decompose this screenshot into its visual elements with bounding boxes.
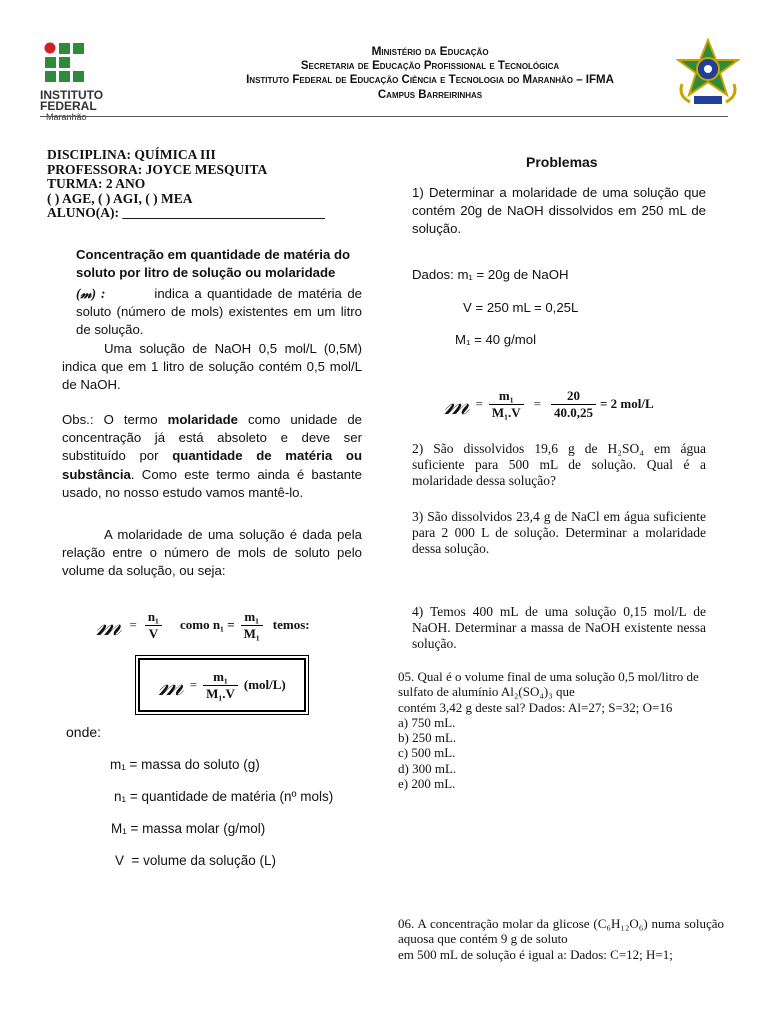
option-c: c) 500 mL.	[398, 745, 456, 761]
fraction-denominator: M₁.V	[491, 404, 521, 420]
data-molar-mass: M₁ = 40 g/mol	[455, 332, 537, 347]
definition-n1: n₁ = quantidade de matéria (nº mols)	[114, 789, 334, 804]
question-6	[398, 916, 724, 962]
definition-M1: M₁ = massa molar (g/mol)	[111, 821, 266, 836]
student-name-line: ALUNO(A): ______________________________	[47, 205, 325, 220]
problems-heading: Problemas	[526, 154, 598, 170]
logo-squares-icon	[40, 40, 120, 88]
problem-4: 4) Temos 400 mL de uma solução 0,15 mol/L de NaOH. Determinar a massa de NaOH existente nessa solução.	[412, 604, 706, 651]
fraction-n1-v	[145, 609, 162, 642]
option-b: b) 250 mL.	[398, 730, 457, 746]
result-value: = 2 mol/L	[599, 396, 654, 411]
logo-text-line1: INSTITUTO	[40, 88, 104, 102]
question-5	[398, 669, 724, 791]
formula-1	[96, 600, 356, 650]
equals-sign: =	[475, 396, 483, 411]
onde-label: onde:	[66, 724, 102, 740]
relation-paragraph: A molaridade de uma solução é dada pela relação entre o número de mols de soluto pelo volume da solução, ou seja:	[62, 527, 362, 579]
fraction-numerator: n₁	[145, 609, 162, 626]
problem-2: 2) São dissolvidos 19,6 g de H₂SO₄ em água suficiente para 500 mL de solução. Qual é a molaridade dessa solução?	[412, 441, 706, 488]
logo-text-line2: FEDERAL	[40, 99, 97, 113]
definition-text: indica a quantidade de matéria de soluto (número de mols) existentes em um litro de solução.	[76, 286, 362, 338]
header-campus: Campus Barreirinhas	[377, 88, 483, 101]
question-5-data: contém 3,42 g deste sal? Dados: Al=27; S=32; O=16	[398, 699, 673, 715]
fraction-m1-M1V	[489, 388, 524, 421]
course-options: ( ) AGE, ( ) AGI, ( ) MEA	[47, 190, 193, 206]
logo-text-line3: Maranhão	[46, 112, 87, 122]
definition-m1: m₁ = massa do soluto (g)	[110, 757, 260, 772]
fraction-m1-M1V	[203, 669, 238, 702]
section-title: Concentração em quantidade de matéria do soluto por litro de solução ou molaridade	[76, 247, 351, 281]
option-e: e) 200 mL.	[398, 776, 456, 792]
fraction-denominator: M₁.V	[206, 685, 235, 701]
fraction-numerator: m₁	[203, 669, 238, 686]
fraction-numerator: m₁	[241, 609, 263, 626]
teacher-label: PROFESSORA: JOYCE MESQUITA	[47, 161, 268, 177]
obs-bold-2: quantidade de matéria ou substância	[62, 448, 362, 482]
discipline-label: DISCIPLINA: QUÍMICA III	[47, 147, 216, 162]
observation-paragraph	[62, 411, 362, 502]
definition-V: V = volume da solução (L)	[115, 853, 276, 868]
molarity-definition	[76, 285, 362, 340]
option-d: d) 300 mL.	[398, 760, 457, 776]
header-ministry: Ministério da Educação	[371, 44, 489, 58]
problem-1: 1) Determinar a molaridade de uma solução que contém 20g de NaOH dissolvidos em 250 mL de solução.	[412, 185, 706, 237]
data-mass: Dados: m₁ = 20g de NaOH	[412, 267, 569, 282]
unit-label: (mol/L)	[243, 677, 286, 692]
solution-formula	[444, 382, 654, 426]
molarity-formula-box	[138, 658, 306, 712]
option-a: a) 750 mL.	[398, 714, 456, 730]
institute-logo	[40, 40, 120, 122]
header-block	[130, 44, 730, 102]
equals-sign: =	[189, 677, 198, 692]
question-6-data: em 500 mL de solução é igual a: Dados: C=12; H=1;	[398, 946, 673, 962]
molarity-symbol-note: (𝓂) :	[76, 286, 106, 301]
obs-text-3: . Como este termo ainda é bastante usado, no nosso estudo vamos mantê-lo.	[62, 466, 362, 500]
molarity-symbol: 𝓂	[158, 667, 184, 703]
formula-end-text: temos:	[272, 617, 310, 632]
molarity-symbol: 𝓂	[96, 607, 122, 643]
equals-sign: =	[533, 396, 541, 411]
header-institute: Instituto Federal de Educação Ciência e Tecnologia do Maranhão – IFMA	[246, 74, 614, 86]
question-5-text: 05. Qual é o volume final de uma solução 0,5 mol/litro de sulfato de alumínio Al₂(SO₄)₃ que	[398, 669, 699, 700]
equals-sign: =	[129, 617, 137, 632]
fraction-denominator: M₁	[243, 625, 260, 641]
obs-bold-1: molaridade	[167, 412, 238, 427]
example-paragraph: Uma solução de NaOH 0,5 mol/L (0,5M) indica que em 1 litro de solução contém 0,5 mol/L de NaOH.	[62, 341, 362, 393]
molarity-symbol: 𝓂	[444, 386, 470, 422]
obs-text-1: Obs.: O termo	[62, 412, 168, 427]
data-volume: V = 250 mL = 0,25L	[463, 300, 579, 315]
coat-of-arms-icon	[676, 38, 740, 110]
fraction-denominator: 40.0,25	[553, 404, 593, 420]
formula-connector: como n₁ =	[179, 617, 235, 632]
fraction-numerator: m₁	[489, 388, 524, 405]
question-6-text: 06. A concentração molar da glicose (C₆H₁₂O₆) numa solução aquosa que contém 9 g de soluto	[398, 916, 724, 947]
fraction-numerator: 20	[551, 388, 596, 405]
fraction-values	[551, 388, 596, 421]
header-divider	[40, 116, 728, 117]
class-label: TURMA: 2 ANO	[47, 176, 146, 191]
header-secretariat: Secretaria de Educação Profissional e Tecnológica	[300, 59, 560, 72]
problem-3: 3) São dissolvidos 23,4 g de NaCl em água suficiente para 2 000 L de solução. Determinar a molaridade dessa solução.	[412, 509, 706, 556]
fraction-m1-M1	[241, 609, 263, 642]
fraction-denominator: V	[148, 625, 159, 641]
obs-text-2: como unidade de concentração já está absoleto e deve ser substituído por	[62, 412, 362, 464]
